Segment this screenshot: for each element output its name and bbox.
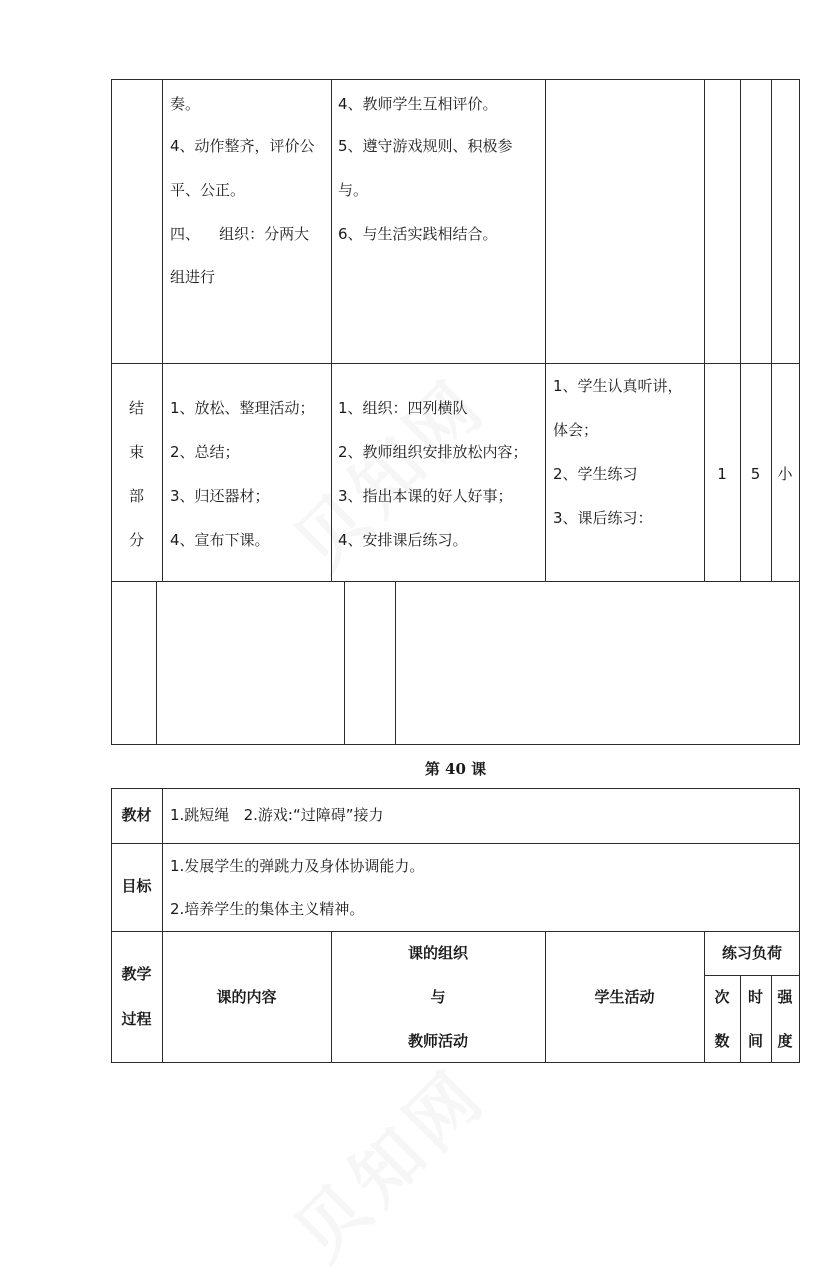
- time-header: 时: [747, 988, 763, 1006]
- time-header: 间: [747, 1032, 763, 1050]
- load-header: 练习负荷: [721, 944, 782, 962]
- content-line: 四、 组织：分两大: [170, 225, 310, 243]
- ending-intensity: 小: [777, 465, 793, 483]
- ending-content: 1、放松、整理活动；: [170, 399, 315, 417]
- ending-content: 3、归还器材；: [170, 487, 270, 505]
- content-header: 课的内容: [216, 988, 277, 1006]
- org-header: 与: [430, 988, 446, 1006]
- org-header: 课的组织: [407, 944, 468, 962]
- intensity-header: 度: [777, 1032, 793, 1050]
- process-label: 过程: [121, 1010, 152, 1028]
- student-header: 学生活动: [594, 988, 655, 1006]
- section-label: 束: [128, 443, 144, 461]
- ending-student: 体会；: [553, 421, 599, 439]
- organization-line: 5、遵守游戏规则、积极参: [338, 137, 513, 155]
- watermark: [269, 1042, 506, 1279]
- ending-count: 1: [717, 465, 727, 483]
- goal-label: 目标: [121, 877, 152, 895]
- ending-student: 2、学生练习: [553, 465, 638, 483]
- section-label: 结: [128, 399, 144, 417]
- section-label: 分: [128, 531, 144, 549]
- content-line: 4、动作整齐，评价公: [170, 137, 315, 155]
- content-line: 平、公正。: [170, 181, 246, 199]
- organization-line: 4、教师学生互相评价。: [338, 95, 498, 113]
- material-text: 1.跳短绳 2.游戏:“过障碍”接力: [170, 806, 384, 824]
- organization-line: 与。: [338, 181, 369, 199]
- ending-content: 2、总结；: [170, 443, 240, 461]
- count-header: 次: [714, 988, 730, 1006]
- ending-organization: 4、安排课后练习。: [338, 531, 468, 549]
- content-line: 组进行: [170, 268, 216, 286]
- ending-time: 5: [750, 465, 761, 483]
- org-header: 教师活动: [407, 1032, 468, 1050]
- goal-line: 2.培养学生的集体主义精神。: [170, 900, 365, 918]
- ending-organization: 1、组织：四列横队: [338, 399, 468, 417]
- count-header: 数: [714, 1032, 730, 1050]
- ending-organization: 2、教师组织安排放松内容；: [338, 443, 528, 461]
- content-line: 奏。: [170, 95, 201, 113]
- process-label: 教学: [121, 965, 152, 983]
- lesson-title: 第 40 课: [424, 760, 487, 778]
- goal-line: 1.发展学生的弹跳力及身体协调能力。: [170, 857, 425, 875]
- ending-student: 1、学生认真听讲，: [553, 377, 683, 395]
- section-label: 部: [128, 487, 144, 505]
- material-label: 教材: [121, 806, 152, 824]
- intensity-header: 强: [777, 988, 793, 1006]
- ending-content: 4、宣布下课。: [170, 531, 270, 549]
- ending-student: 3、课后练习：: [553, 509, 653, 527]
- organization-line: 6、与生活实践相结合。: [338, 225, 498, 243]
- ending-organization: 3、指出本课的好人好事；: [338, 487, 513, 505]
- watermark: [269, 352, 506, 589]
